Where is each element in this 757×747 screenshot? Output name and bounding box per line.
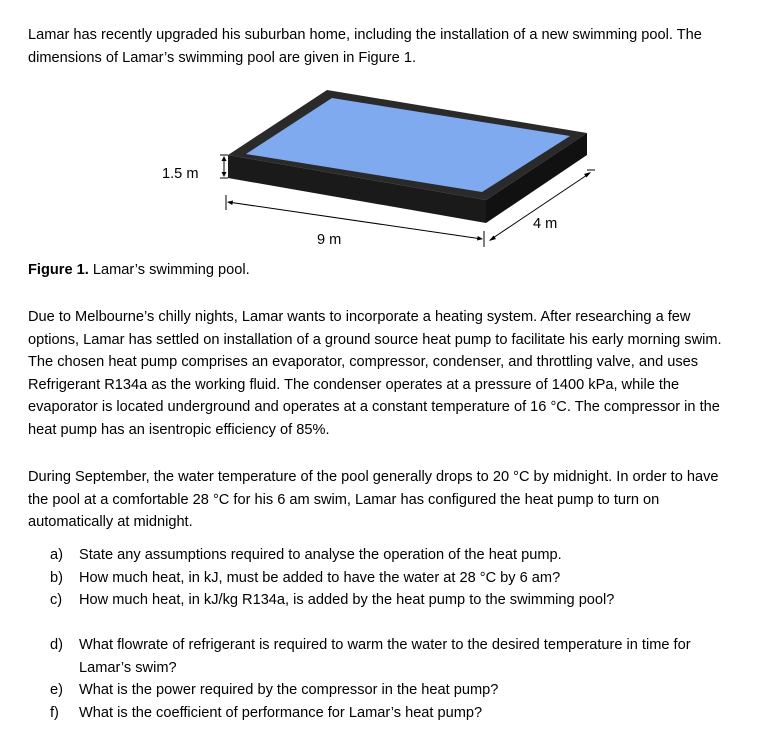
question-letter: e) [50, 682, 63, 699]
question-letter: f) [50, 704, 59, 721]
width-label: 4 m [533, 216, 558, 232]
question-list-2 [50, 634, 719, 724]
question-text: What flowrate of refrigerant is required to warm the water to the desired temperature in time for Lamar’s swim? [79, 637, 691, 676]
question-text: How much heat, in kJ/kg R134a, is added by the heat pump to the swimming pool? [79, 592, 615, 609]
figure-caption-text: Lamar’s swimming pool. [88, 262, 250, 278]
depth-label: 1.5 m [162, 166, 199, 182]
intro-paragraph: Lamar has recently upgraded his suburban home, including the installation of a new swimming pool. The dimensions of Lamar’s swimming pool are given in Figure 1. [28, 27, 702, 66]
heating-paragraph: Due to Melbourne’s chilly nights, Lamar wants to incorporate a heating system. After researching a few options, Lamar has settled on installation of a ground source heat pump to facilitate his early morning swim. The chosen heat pump comprises an evaporator, compressor, condenser, and throttling valve, and uses Refrigerant R134a as the working fluid. The condenser operates at a pressure of 1400 kPa, while the evaporator is located underground and operates at a constant temperature of 16 °C. The compressor in the heat pump has an isentropic efficiency of 85%. [28, 309, 722, 438]
question-item [50, 567, 719, 590]
question-item [50, 589, 719, 612]
question-letter: a) [50, 547, 63, 563]
question-item [50, 679, 719, 702]
question-letter: d) [50, 637, 63, 653]
pool-figure [150, 82, 610, 260]
question-item [50, 702, 719, 725]
question-letter: b) [50, 569, 63, 586]
question-list-1 [50, 544, 719, 612]
question-text: What is the coefficient of performance for Lamar’s heat pump? [79, 704, 483, 721]
question-text: How much heat, in kJ, must be added to have the water at 28 °C by 6 am? [79, 569, 561, 586]
question-text: State any assumptions required to analyse the operation of the heat pump. [79, 547, 562, 563]
question-item [50, 544, 719, 567]
question-item [50, 634, 719, 679]
figure-caption [28, 262, 250, 278]
question-letter: c) [50, 592, 63, 609]
question-text: What is the power required by the compressor in the heat pump? [79, 682, 499, 699]
length-label: 9 m [317, 232, 342, 248]
september-paragraph: During September, the water temperature of the pool generally drops to 20 °C by midnight. In order to have the pool at a comfortable 28 °C for his 6 am swim, Lamar has configured the heat pump to turn on automatically at midnight. [28, 469, 719, 531]
figure-caption-label: Figure 1. [28, 262, 89, 278]
